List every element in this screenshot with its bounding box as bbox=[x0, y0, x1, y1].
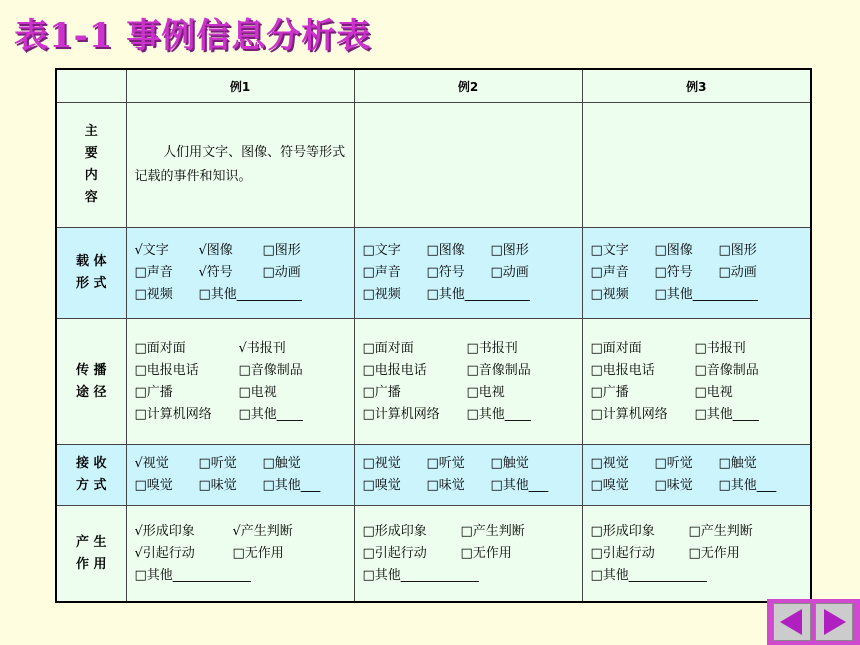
option-line bbox=[591, 404, 803, 426]
option-line bbox=[135, 543, 346, 565]
checkbox-option[interactable]: □听觉 bbox=[426, 456, 465, 471]
prev-slide-button[interactable] bbox=[773, 603, 811, 641]
checkbox-option[interactable]: □符号 bbox=[426, 265, 465, 280]
row-receive bbox=[56, 445, 811, 506]
option-line bbox=[591, 382, 803, 404]
checkbox-option[interactable]: □其他____________ bbox=[590, 567, 707, 583]
checkbox-option[interactable]: □其他____________ bbox=[362, 567, 479, 583]
checkbox-option[interactable]: □听觉 bbox=[654, 456, 693, 471]
carrier-ex2[interactable] bbox=[354, 228, 582, 319]
checkbox-option[interactable]: □无作用 bbox=[232, 545, 284, 561]
receive-ex2[interactable] bbox=[354, 445, 582, 506]
option-line bbox=[591, 284, 803, 306]
option-line bbox=[363, 382, 574, 404]
checkbox-option[interactable]: □其他___ bbox=[490, 478, 549, 493]
checkbox-option[interactable]: □图像 bbox=[654, 243, 693, 258]
checkbox-option[interactable]: □声音 bbox=[362, 265, 401, 280]
checkbox-option[interactable]: □计算机网络 bbox=[590, 406, 668, 422]
header-row bbox=[56, 69, 811, 103]
checkbox-option[interactable]: □计算机网络 bbox=[362, 406, 440, 422]
next-slide-button[interactable] bbox=[815, 603, 853, 641]
checkbox-option[interactable]: □产生判断 bbox=[460, 523, 525, 539]
checkbox-option[interactable]: √图像 bbox=[198, 243, 233, 258]
carrier-ex3[interactable] bbox=[582, 228, 811, 319]
column-header-ex2: 例2 bbox=[354, 69, 582, 103]
checkbox-option[interactable]: □其他____ bbox=[238, 406, 303, 422]
effect-ex1[interactable] bbox=[126, 506, 354, 603]
option-line bbox=[363, 338, 574, 360]
checkbox-option[interactable]: □音像制品 bbox=[466, 362, 531, 378]
checkbox-option[interactable]: □形成印象 bbox=[362, 523, 427, 539]
checkbox-option[interactable]: □符号 bbox=[654, 265, 693, 280]
row-label-carrier bbox=[56, 228, 126, 319]
checkbox-option[interactable]: □视频 bbox=[134, 287, 173, 302]
receive-ex1[interactable] bbox=[126, 445, 354, 506]
checkbox-option[interactable]: □视频 bbox=[362, 287, 401, 302]
channel-ex3[interactable] bbox=[582, 319, 811, 445]
checkbox-option[interactable]: □其他___ bbox=[262, 478, 321, 493]
checkbox-option[interactable]: □视觉 bbox=[590, 456, 629, 471]
checkbox-option[interactable]: □电报电话 bbox=[362, 362, 427, 378]
checkbox-option[interactable]: □其他__________ bbox=[654, 287, 758, 302]
checkbox-option[interactable]: □电报电话 bbox=[590, 362, 655, 378]
option-line bbox=[363, 262, 574, 284]
checkbox-option[interactable]: □图形 bbox=[262, 243, 301, 258]
checkbox-option[interactable]: □电视 bbox=[238, 384, 277, 400]
checkbox-option[interactable]: □广播 bbox=[590, 384, 629, 400]
checkbox-option[interactable]: □引起行动 bbox=[362, 545, 427, 561]
checkbox-option[interactable]: □无作用 bbox=[688, 545, 740, 561]
row-label-receive bbox=[56, 445, 126, 506]
row-effect bbox=[56, 506, 811, 603]
corner-cell bbox=[56, 69, 126, 103]
option-line bbox=[363, 284, 574, 306]
checkbox-option[interactable]: □书报刊 bbox=[466, 340, 518, 356]
row-content bbox=[56, 103, 811, 228]
checkbox-option[interactable]: □电视 bbox=[466, 384, 505, 400]
checkbox-option[interactable]: □广播 bbox=[134, 384, 173, 400]
checkbox-option[interactable]: √形成印象 bbox=[134, 523, 195, 539]
row-label-effect bbox=[56, 506, 126, 603]
prev-triangle-icon bbox=[780, 609, 802, 635]
checkbox-option[interactable]: □计算机网络 bbox=[134, 406, 212, 422]
checkbox-option[interactable]: □图像 bbox=[426, 243, 465, 258]
option-line bbox=[135, 338, 346, 360]
checkbox-option[interactable]: □其他____ bbox=[694, 406, 759, 422]
checkbox-option[interactable]: □引起行动 bbox=[590, 545, 655, 561]
row-label-text: 载 体 形 式 bbox=[75, 254, 107, 291]
info-analysis-table bbox=[55, 68, 812, 603]
option-line bbox=[591, 338, 803, 360]
option-line bbox=[135, 453, 346, 475]
option-line bbox=[135, 240, 346, 262]
option-line bbox=[363, 240, 574, 262]
column-header-ex1: 例1 bbox=[126, 69, 354, 103]
checkbox-option[interactable]: □图形 bbox=[490, 243, 529, 258]
option-line bbox=[591, 262, 803, 284]
row-channel bbox=[56, 319, 811, 445]
checkbox-option[interactable]: □面对面 bbox=[362, 340, 414, 356]
checkbox-option[interactable]: □触觉 bbox=[262, 456, 301, 471]
option-line bbox=[135, 284, 346, 306]
checkbox-option[interactable]: □动画 bbox=[262, 265, 301, 280]
receive-ex3[interactable] bbox=[582, 445, 811, 506]
option-line bbox=[135, 404, 346, 426]
checkbox-option[interactable]: √书报刊 bbox=[238, 340, 286, 356]
option-line bbox=[363, 475, 574, 497]
checkbox-option[interactable]: □广播 bbox=[362, 384, 401, 400]
checkbox-option[interactable]: □其他__________ bbox=[198, 287, 302, 302]
checkbox-option[interactable]: □音像制品 bbox=[694, 362, 759, 378]
option-line bbox=[135, 382, 346, 404]
option-line bbox=[363, 565, 574, 587]
option-line bbox=[591, 240, 803, 262]
checkbox-option[interactable]: √文字 bbox=[134, 243, 169, 258]
checkbox-option[interactable]: √符号 bbox=[198, 265, 233, 280]
next-triangle-icon bbox=[824, 609, 846, 635]
checkbox-option[interactable]: □面对面 bbox=[134, 340, 186, 356]
checkbox-option[interactable]: □音像制品 bbox=[238, 362, 303, 378]
carrier-ex1[interactable] bbox=[126, 228, 354, 319]
checkbox-option[interactable]: □书报刊 bbox=[694, 340, 746, 356]
option-line bbox=[363, 404, 574, 426]
checkbox-option[interactable]: □文字 bbox=[362, 243, 401, 258]
checkbox-option[interactable]: □嗅觉 bbox=[134, 478, 173, 493]
row-label-text: 产 生 作 用 bbox=[75, 534, 107, 572]
checkbox-option[interactable]: □其他____________ bbox=[134, 567, 251, 583]
option-line bbox=[135, 475, 346, 497]
content-ex1[interactable] bbox=[126, 103, 354, 228]
checkbox-option[interactable]: □听觉 bbox=[198, 456, 237, 471]
content-ex3[interactable] bbox=[582, 103, 811, 228]
column-header-ex3: 例3 bbox=[582, 69, 811, 103]
checkbox-option[interactable]: □动画 bbox=[718, 265, 757, 280]
option-line bbox=[363, 521, 574, 543]
row-label-text: 主 要 内 容 bbox=[84, 124, 98, 205]
page-title: 表1-1 事例信息分析表 bbox=[14, 16, 372, 56]
checkbox-option[interactable]: □味觉 bbox=[426, 478, 465, 493]
checkbox-option[interactable]: □触觉 bbox=[718, 456, 757, 471]
slide-nav bbox=[767, 599, 860, 645]
row-label-text: 传 播 途 径 bbox=[75, 362, 107, 400]
row-carrier bbox=[56, 228, 811, 319]
option-line bbox=[363, 543, 574, 565]
checkbox-option[interactable]: □电报电话 bbox=[134, 362, 199, 378]
channel-ex2[interactable] bbox=[354, 319, 582, 445]
option-line bbox=[135, 262, 346, 284]
checkbox-option[interactable]: □其他____ bbox=[466, 406, 531, 422]
option-line bbox=[591, 543, 803, 565]
option-line bbox=[591, 453, 803, 475]
effect-ex2[interactable] bbox=[354, 506, 582, 603]
row-label-content bbox=[56, 103, 126, 228]
channel-ex1[interactable] bbox=[126, 319, 354, 445]
option-line bbox=[591, 475, 803, 497]
checkbox-option[interactable]: □触觉 bbox=[490, 456, 529, 471]
checkbox-option[interactable]: □声音 bbox=[134, 265, 173, 280]
checkbox-option[interactable]: □视频 bbox=[590, 287, 629, 302]
row-label-text: 接 收 方 式 bbox=[75, 456, 107, 493]
option-line bbox=[591, 565, 803, 587]
option-line bbox=[135, 360, 346, 382]
checkbox-option[interactable]: □声音 bbox=[590, 265, 629, 280]
checkbox-option[interactable]: □动画 bbox=[490, 265, 529, 280]
checkbox-option[interactable]: □其他___ bbox=[718, 478, 777, 493]
row-label-channel bbox=[56, 319, 126, 445]
option-line bbox=[135, 565, 346, 587]
checkbox-option[interactable]: □图形 bbox=[718, 243, 757, 258]
checkbox-option[interactable]: □文字 bbox=[590, 243, 629, 258]
checkbox-option[interactable]: □面对面 bbox=[590, 340, 642, 356]
checkbox-option[interactable]: □味觉 bbox=[654, 478, 693, 493]
checkbox-option[interactable]: □电视 bbox=[694, 384, 733, 400]
option-line bbox=[591, 360, 803, 382]
checkbox-option[interactable]: □产生判断 bbox=[688, 523, 753, 539]
effect-ex3[interactable] bbox=[582, 506, 811, 603]
checkbox-option[interactable]: □嗅觉 bbox=[362, 478, 401, 493]
checkbox-option[interactable]: □形成印象 bbox=[590, 523, 655, 539]
checkbox-option[interactable]: □视觉 bbox=[362, 456, 401, 471]
content-ex1-text: 人们用文字、图像、符号等形式记载的事件和知识。 bbox=[134, 145, 346, 184]
checkbox-option[interactable]: □其他__________ bbox=[426, 287, 530, 302]
checkbox-option[interactable]: □味觉 bbox=[198, 478, 237, 493]
option-line bbox=[363, 360, 574, 382]
checkbox-option[interactable]: √引起行动 bbox=[134, 545, 195, 561]
checkbox-option[interactable]: √视觉 bbox=[134, 456, 169, 471]
option-line bbox=[591, 521, 803, 543]
content-ex2[interactable] bbox=[354, 103, 582, 228]
checkbox-option[interactable]: √产生判断 bbox=[232, 523, 293, 539]
checkbox-option[interactable]: □嗅觉 bbox=[590, 478, 629, 493]
checkbox-option[interactable]: □无作用 bbox=[460, 545, 512, 561]
option-line bbox=[135, 521, 346, 543]
option-line bbox=[363, 453, 574, 475]
